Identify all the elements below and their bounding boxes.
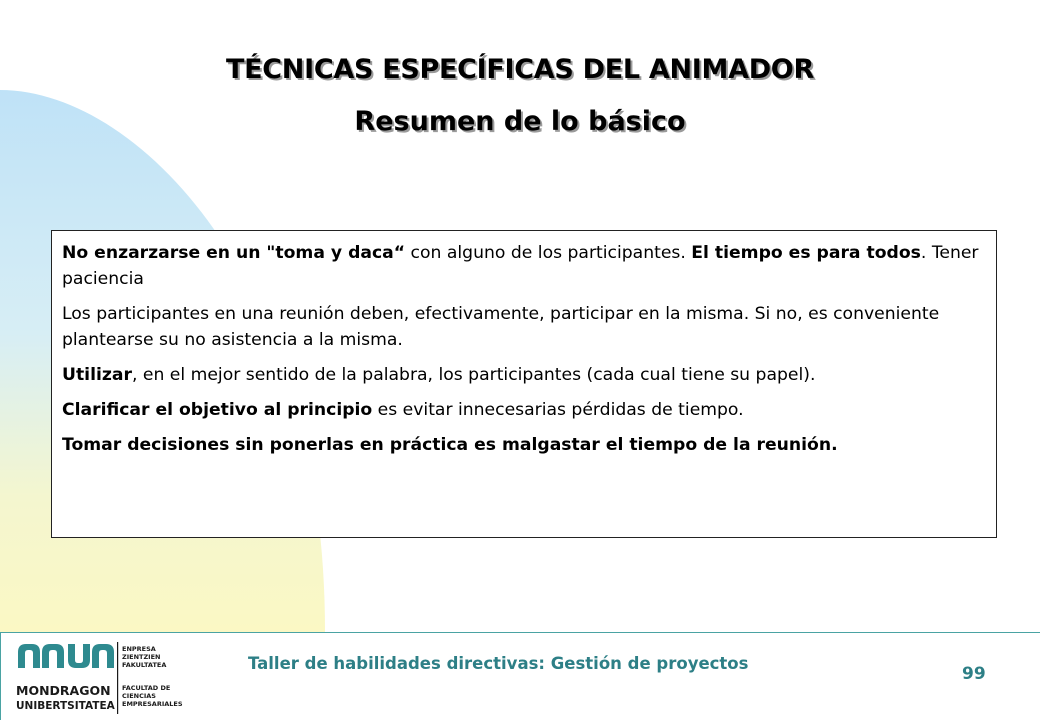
logo-name-line2: UNIBERTSITATEA [16,700,115,712]
footer-title: Taller de habilidades directivas: Gestión de proyectos [248,654,749,673]
paragraph-1-part-4: . Tener paciencia [62,243,979,289]
paragraph-1 [62,240,986,292]
paragraph-3 [62,362,986,388]
paragraph-1-part-2: con alguno de los participantes. [405,243,692,263]
footer-divider [0,632,1040,633]
slide-subtitle: Resumen de lo básico [354,106,686,137]
paragraph-5-part-1: Tomar decisiones sin ponerlas en práctica es malgastar el tiempo de la reunión. [62,435,838,455]
logo-faculty-es-3: EMPRESARIALES [122,700,183,708]
logo-name-line1: MONDRAGON [16,683,111,698]
paragraph-3-part-1: Utilizar [62,365,132,385]
paragraph-1-part-3: El tiempo es para todos [691,243,921,263]
page-number: 99 [962,664,986,684]
logo-mark-icon [18,644,90,668]
paragraph-1-part-1: No enzarzarse en un "toma y daca“ [62,243,406,263]
paragraph-2-part-1: Los participantes en una reunión deben, efectivamente, participar en la misma. Si no, es conveniente plantearse su no asistencia a la misma. [62,304,940,350]
slide-title: TÉCNICAS ESPECÍFICAS DEL ANIMADOR [226,54,814,85]
logo-faculty-eu-2: ZIENTZIEN [122,653,161,661]
paragraph-2 [62,301,986,353]
paragraph-4-part-2: es evitar innecesarias pérdidas de tiempo. [372,400,744,420]
paragraph-3-part-2: , en el mejor sentido de la palabra, los participantes (cada cual tiene su papel). [131,365,816,385]
logo-mark-icon-2 [92,644,114,668]
logo-faculty-es-2: CIENCIAS [122,692,156,700]
paragraph-4-part-1: Clarificar el objetivo al principio [62,400,373,420]
content-box [51,230,997,538]
paragraph-4 [62,397,986,423]
logo-faculty-es-1: FACULTAD DE [122,684,171,692]
paragraph-5 [62,432,986,458]
logo-faculty-eu-3: FAKULTATEA [122,661,167,669]
mondragon-logo [14,638,199,718]
logo-faculty-eu-1: ENPRESA [122,645,156,653]
footer-left-border [0,632,1,720]
